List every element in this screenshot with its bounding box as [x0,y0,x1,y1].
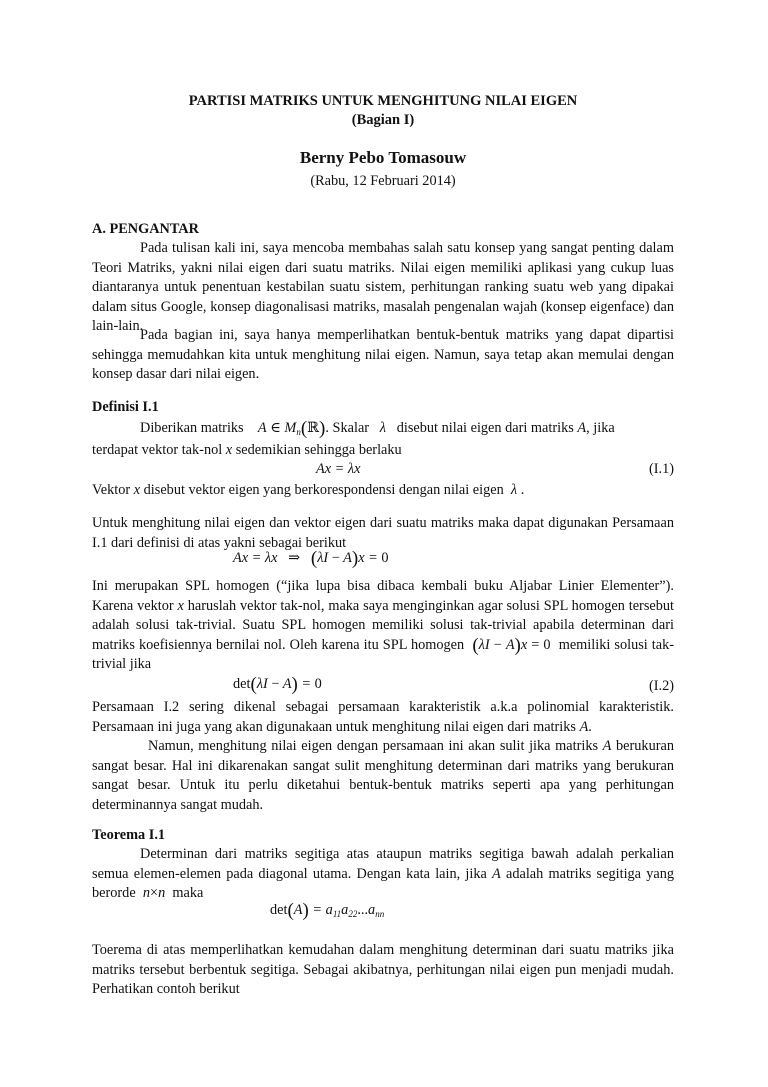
section-heading: A. PENGANTAR [92,221,199,237]
equation-characteristic: det(λI − A) = 0 [233,674,322,695]
paragraph-theorem-remark: Toerema di atas memperlihatkan kemudahan dalam menghitung determinan dari suatu matriks jika matriks tersebut berbentuk segitiga. Sebagai akibatnya, perhitungan nilai eigen pun menjadi mudah. Perhatikan contoh berikut [92,942,674,997]
paragraph-compute-2: Ini merupakan SPL homogen (“jika lupa bisa dibaca kembali buku Aljabar Linier Elementer”). Karena vektor x haruslah vektor tak-nol, maka saya menginginkan agar solusi SPL homogen tersebut adalah solusi tak-trivial. Suatu SPL homogen memiliki solusi tak-trivial apabila determinan dari matriks koefisiennya bernilai nol. Oleh karena itu SPL homogen (λI − A)x = 0 memiliki solusi tak-trivial jika [92,578,675,672]
paragraph-compute-4: Namun, menghitung nilai eigen dengan persamaan ini akan sulit jika matriks A berukuran sangat besar. Hal ini dikarenakan sangat sulit menghitung determinan dari matriks yang berukuran sangat besar. Untuk itu perlu diketahui bentuk-bentuk matriks seperti apa yang perhitungan determinannya sangat mudah. [92,738,674,813]
paragraph-compute-3: Persamaan I.2 sering dikenal sebagai persamaan karakteristik a.k.a polinomial karakteristik. Persamaan ini juga yang akan digunakaan untuk menghitung nilai eigen dari matriks A. [92,699,674,735]
definition-heading: Definisi I.1 [92,399,159,415]
paragraph-intro-1: Pada tulisan kali ini, saya mencoba membahas salah satu konsep yang sangat penting dalam Teori Matriks, yakni nilai eigen dari suatu matriks. Nilai eigen memiliki aplikasi yang cukup luas diantaranya untuk penentuan kestabilan suatu sistem, perhitungan ranking suatu web yang dipakai dalam situs Google, konsep diagonalisasi matriks, masalah pengenalan wajah (konsep eigenface) dan lain-lain. [92,240,674,334]
theorem-statement: Determinan dari matriks segitiga atas ataupun matriks segitiga bawah adalah perkalian semua elemen-elemen pada diagonal utama. Dengan kata lain, jika A adalah matriks segitiga yang berorde n×n maka [92,846,675,901]
equation-determinant: $\det(A) = a_{11}a_{22}...a_{nn}$ [270,900,385,921]
theorem-heading: Teorema I.1 [92,827,166,843]
equation-spl: Ax = λx ⇒ (λI − A)x = 0 [233,548,389,569]
paragraph-compute-1: Untuk menghitung nilai eigen dan vektor eigen dari suatu matriks maka dapat digunakan Persamaan I.1 dari definisi di atas yakni sebagai berikut [92,515,674,551]
document-date: (Rabu, 12 Februari 2014) [310,173,456,189]
document-title: PARTISI MATRIKS UNTUK MENGHITUNG NILAI EIGEN [188,93,578,109]
equation-number-1: (I.1) [648,461,674,477]
definition-line-1: Diberikan matriks A ∈ $M_n(ℝ)$. Skalar λ disebut nilai eigen dari matriks A, jika [140,418,615,439]
document-subtitle: (Bagian I) [351,112,415,128]
equation-number-2: (I.2) [648,678,674,694]
author-name: Berny Pebo Tomasouw [299,148,467,167]
definition-after: Vektor x disebut vektor eigen yang berkorespondensi dengan nilai eigen λ . [92,482,525,498]
paragraph-intro-2: Pada bagian ini, saya hanya memperlihatkan bentuk-bentuk matriks yang dapat dipartisi sehingga memudahkan kita untuk menghitung nilai eigen. Namun, saya tetap akan memulai dengan konsep dasar dari nilai eigen. [92,327,674,382]
definition-line-2: terdapat vektor tak-nol x sedemikian sehingga berlaku [92,442,402,458]
equation-eigen: Ax = λx [316,461,361,477]
